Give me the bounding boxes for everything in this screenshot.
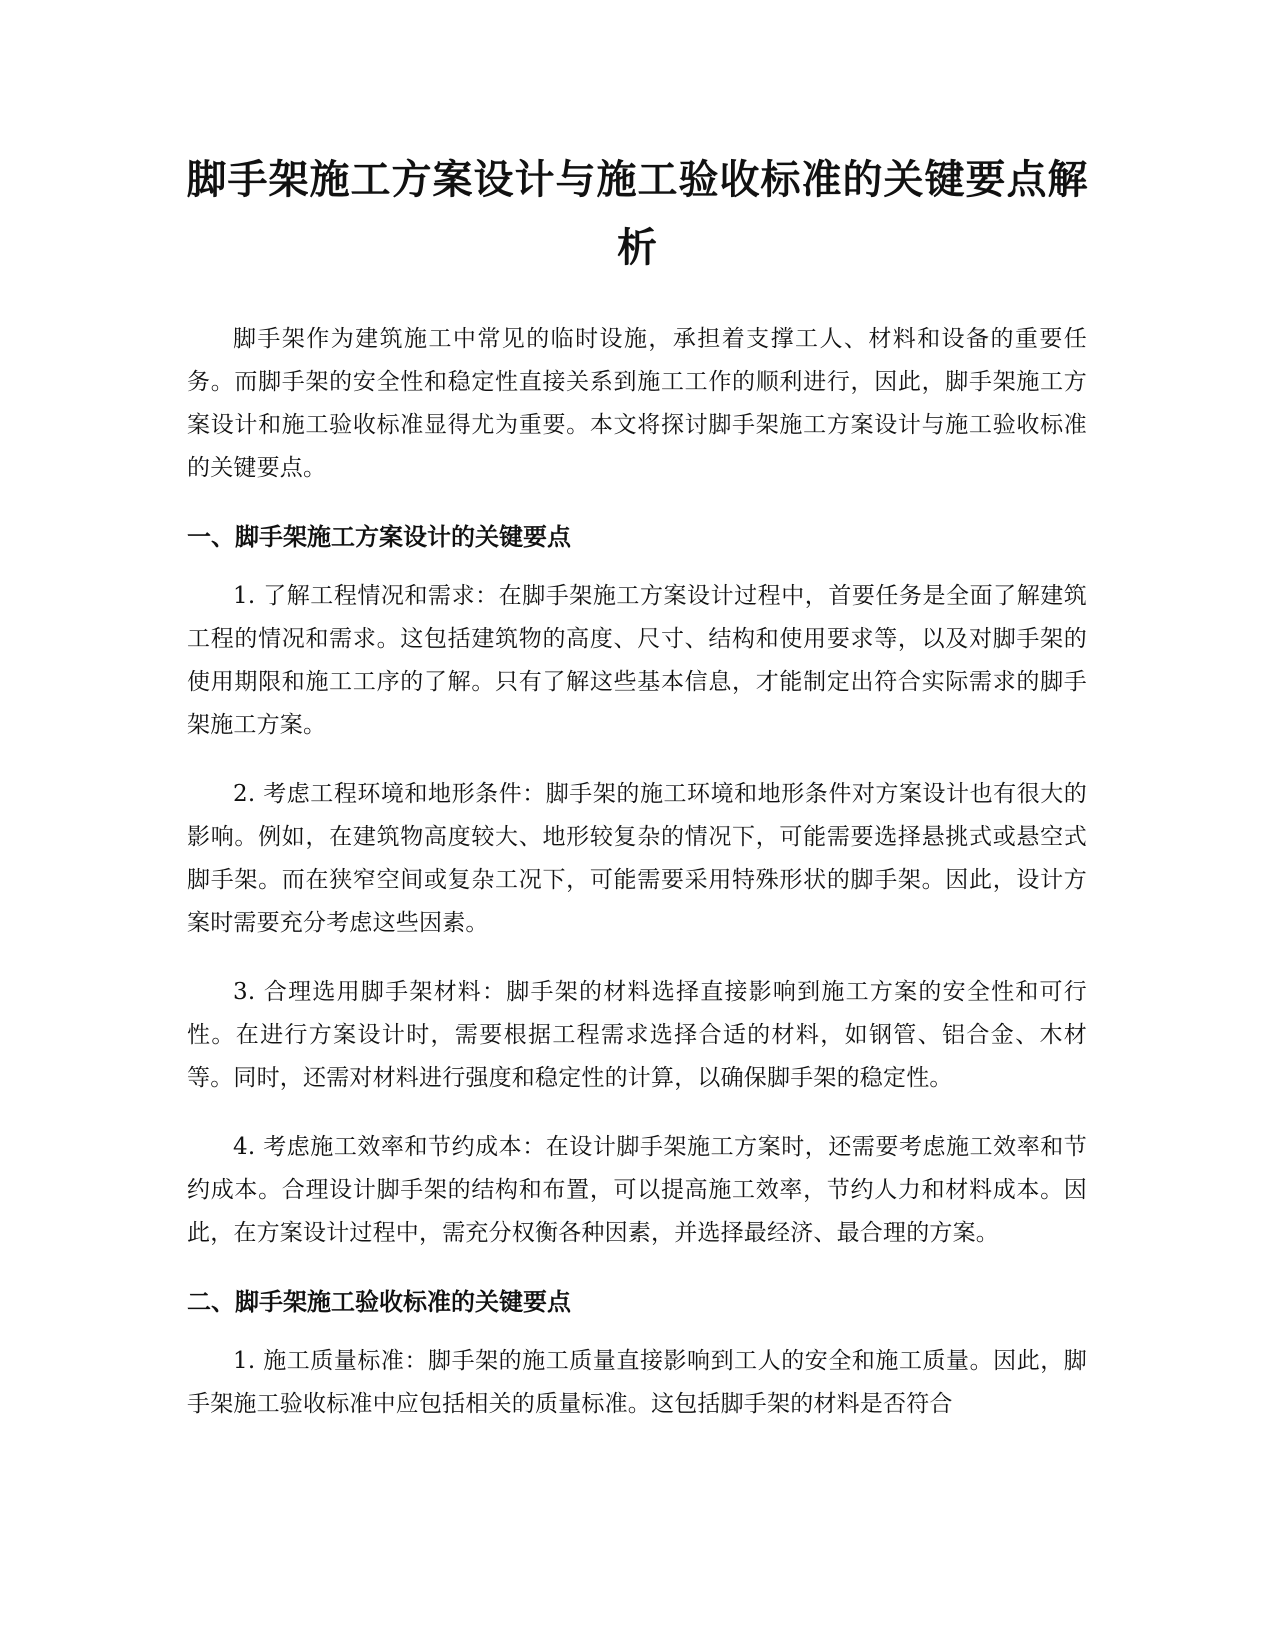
section-1-heading: 一、脚手架施工方案设计的关键要点 <box>187 523 571 551</box>
section-2-heading: 二、脚手架施工验收标准的关键要点 <box>187 1288 571 1316</box>
section-1-item-4: 4. 考虑施工效率和节约成本：在设计脚手架施工方案时，还需要考虑施工效率和节约成本。合理设计脚手架的结构和布置，可以提高施工效率，节约人力和材料成本。因此，在方案设计过程中，需充分权衡各种因素，并选择最经济、最合理的方案。 <box>187 1134 1087 1246</box>
section-2-item-1: 1. 施工质量标准：脚手架的施工质量直接影响到工人的安全和施工质量。因此，脚手架施工验收标准中应包括相关的质量标准。这包括脚手架的材料是否符合 <box>187 1348 1087 1417</box>
section-1-item-3: 3. 合理选用脚手架材料：脚手架的材料选择直接影响到施工方案的安全性和可行性。在进行方案设计时，需要根据工程需求选择合适的材料，如钢管、铝合金、木材等。同时，还需对材料进行强度和稳定性的计算，以确保脚手架的稳定性。 <box>187 979 1087 1091</box>
section-1-item-2: 2. 考虑工程环境和地形条件：脚手架的施工环境和地形条件对方案设计也有很大的影响。例如，在建筑物高度较大、地形较复杂的情况下，可能需要选择悬挑式或悬空式脚手架。而在狭窄空间或复杂工况下，可能需要采用特殊形状的脚手架。因此，设计方案时需要充分考虑这些因素。 <box>187 781 1087 936</box>
section-1-item-1: 1. 了解工程情况和需求：在脚手架施工方案设计过程中，首要任务是全面了解建筑工程的情况和需求。这包括建筑物的高度、尺寸、结构和使用要求等，以及对脚手架的使用期限和施工工序的了解。只有了解这些基本信息，才能制定出符合实际需求的脚手架施工方案。 <box>187 583 1087 738</box>
document-title: 脚手架施工方案设计与施工验收标准的关键要点解析 <box>186 157 1089 271</box>
intro-paragraph: 脚手架作为建筑施工中常见的临时设施，承担着支撑工人、材料和设备的重要任务。而脚手架的安全性和稳定性直接关系到施工工作的顺利进行，因此，脚手架施工方案设计和施工验收标准显得尤为重要。本文将探讨脚手架施工方案设计与施工验收标准的关键要点。 <box>187 326 1087 481</box>
document-body <box>187 318 1087 1452</box>
